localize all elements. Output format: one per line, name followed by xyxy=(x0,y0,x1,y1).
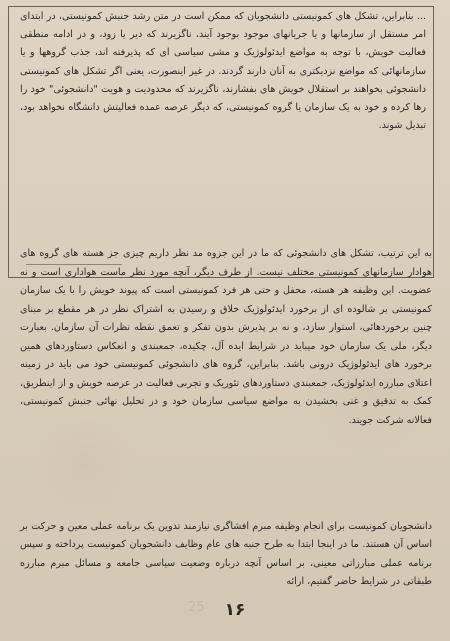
body-paragraph: دانشجویان کمونیست برای انجام وظیفه مبرم افشاگری نیازمند تدوین یک برنامه عملی معین و حرکت بر اساس آن هستند. ما در اینجا ابتدا به طرح جنبه های عام وظایف دانشجویان کمونیست پرداخته و سپس برنامه عملی مبارزاتی معینی، بر اساس آنچه درباره وضعیت سیاسی جامعه و مسائل مبرم مبارزه طبقاتی در شرایط حاضر گفتیم، ارائه xyxy=(20,521,432,587)
faint-stamp-mark: 25 xyxy=(188,600,205,615)
boxed-paragraph: ... بنابراین، تشکل های کمونیستی دانشجویان که ممکن است در متن رشد جنبش کمونیستی، در ابتدای امر مستقل از سازمانها و یا جریانهای موجود بوجود آیند، ناگزیرند که دیر یا زود، و در ادامه منطقی فعالیت خویش، با توجه به مواضع ایدئولوژیک و مشی سیاسی ای که پذیرفته اند، جذب گروهها و یا سازمانهائی که مواضع نزدیکتری به آنان دارند گردند. در غیر اینصورت، یعنی اگر تشکل های کمونیستی دانشجوئی بخواهند بر استقلال خویش های بفشارند، ناگزیرند که محدودیت و هویت "دانشجوئی" خود را رها کرده و خود به یک سازمان یا گروه کمونیستی، که دیگر عرصه عمده فعالیتش دانشگاه نخواهد بود، تبدیل شوند. xyxy=(20,11,426,132)
page-number: ١۶ xyxy=(224,600,246,620)
body-paragraph: به این ترتیب، تشکل های دانشجوئی که ما در این جزوه مد نظر داریم چیزی جز هسته های گروه های هوادار سازمانهای کمونیستی مختلف نیست. از طرف دیگر، آنچه مورد نظر ماست هواداری است و نه عضویت. این وظیفه هر هسته، محفل و حتی هر فرد کمونیستی است که پیوند خویش را با یک سازمان کمونیستی بر شالوده ای از برخورد ایدئولوژیک خلاق و رسیدن به اشتراک نظر در هر مقطع بر مبنای چنین برخوردهائی، استوار سازد، و نه بر پذیرش بدون تفکر و تعمق نقطه نظرات آن سازمان. بعبارت دیگر، ملی یک سازمان خود میباید در شرایط ایده آل، چکیده، جمعبندی و انعکاس دستاوردهای همین برخورد های ایدئولوژیک درونی باشد. بنابراین، گروه های دانشجوئی کمونیستی خود می باید در زمینه اعتلای مبارزه ایدئولوژیک، جمعبندی دستاوردهای تئوریک و تجربی فعالیت در عرصه خویش و از اینطریق، کمک به تدقیق و غنی بخشیدن به مواضع سیاسی سازمان خود و در تحلیل نهائی جنبش کمونیستی، فعالانه شرکت جویند. xyxy=(20,248,432,426)
paper-stain xyxy=(30,420,140,510)
